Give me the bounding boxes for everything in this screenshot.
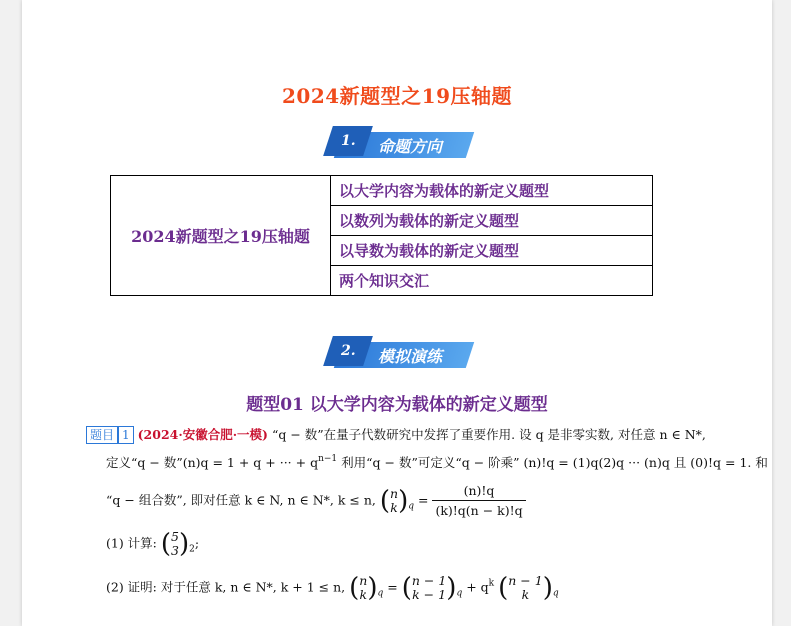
math-superscript: n−1	[318, 454, 338, 464]
problem-badge: 题目	[86, 426, 118, 444]
section-banner-1	[328, 130, 472, 160]
binomial: n − 1 k	[508, 573, 543, 602]
math-expression: (n)q = 1 + q + ··· + q	[182, 455, 319, 470]
part-label: (2) 证明: 对于任意 k, n ∈ N*, k + 1 ≤ n,	[106, 579, 346, 595]
fraction-denominator: (k)!q(n − k)!q	[435, 503, 523, 519]
section-number: 2.	[340, 343, 356, 359]
fraction-numerator: (n)!q	[432, 481, 525, 501]
document-page: 2024新题型之19压轴题 1. 命题方向 2024新题型之19压轴题 以大学内容为载体的新定义题型 以数列为载体的新定义题型 以导数为载体的新定义题型 两个知识交汇 2. 模拟演练 题型01 以大学内容为载体的新定义题型 题目 1 (2024·安徽合肥·一模) “q − 数”在量子代数研究中发挥了重要作用. 设 q 是非零实数, 对任意 n ∈ N*, 定义“q − 数”(n)q = 1 + q + ··· + $q^{n-1}$ 利用“q − 数”可定义“q − 阶乘” (n)!q = (1)q(2)q ··· (n)q 且 (0)!q = 1. 和 “q − 组合数”, 即对任意 k ∈ N, n ∈ N*, k ≤ n, (n $k)_q$ = $\frac{(n)!q}{(k)!q(n - k)!q}$ (1) 计算: (5 $3)_2$; (2) 证明: 对于任意 k, n ∈ N*, k + 1 ≤ n, (n $k)_q = (n - 1$ $k - 1)_q + q^k$ (n − 1 k )$_q$	[22, 0, 772, 626]
section-banner-2	[328, 340, 472, 370]
math-expression: + q	[466, 579, 489, 595]
problem-source: (2024·安徽合肥·一模)	[137, 427, 268, 442]
problem-text: “q − 组合数”, 即对任意 k ∈ N, n ∈ N*, k ≤ n,	[106, 492, 376, 508]
problem-text: 定义“q − 数”	[106, 455, 183, 470]
table-row: 以导数为载体的新定义题型	[331, 236, 653, 266]
table-row: 两个知识交汇	[331, 266, 653, 296]
binomial: n k	[359, 573, 368, 602]
problem-text: 利用“q − 数”可定义“q − 阶乘” (n)!q = (1)q(2)q ··· (n)q 且 (0)!q = 1. 和	[337, 455, 768, 470]
table-left-cell: 2024新题型之19压轴题	[111, 176, 331, 296]
section-label: 命题方向	[378, 137, 443, 156]
binomial: 5 3	[171, 529, 179, 558]
problem-number: 1	[118, 426, 134, 444]
problem-text: “q − 数”在量子代数研究中发挥了重要作用. 设 q 是非零实数, 对任意 n ∈ N*,	[271, 427, 706, 442]
fraction	[432, 481, 525, 521]
section-number: 1.	[340, 133, 356, 149]
section-label: 模拟演练	[378, 347, 443, 366]
document-title: 2024新题型之19压轴题	[282, 84, 512, 108]
table-row: 以大学内容为载体的新定义题型	[331, 176, 653, 206]
type-title: 题型01 以大学内容为载体的新定义题型	[246, 395, 548, 415]
binomial: n − 1 k − 1	[411, 573, 447, 602]
binomial: n k	[390, 485, 399, 515]
table-row: 以数列为载体的新定义题型	[331, 206, 653, 236]
part-label: (1) 计算:	[106, 535, 157, 551]
topics-table	[110, 175, 653, 296]
